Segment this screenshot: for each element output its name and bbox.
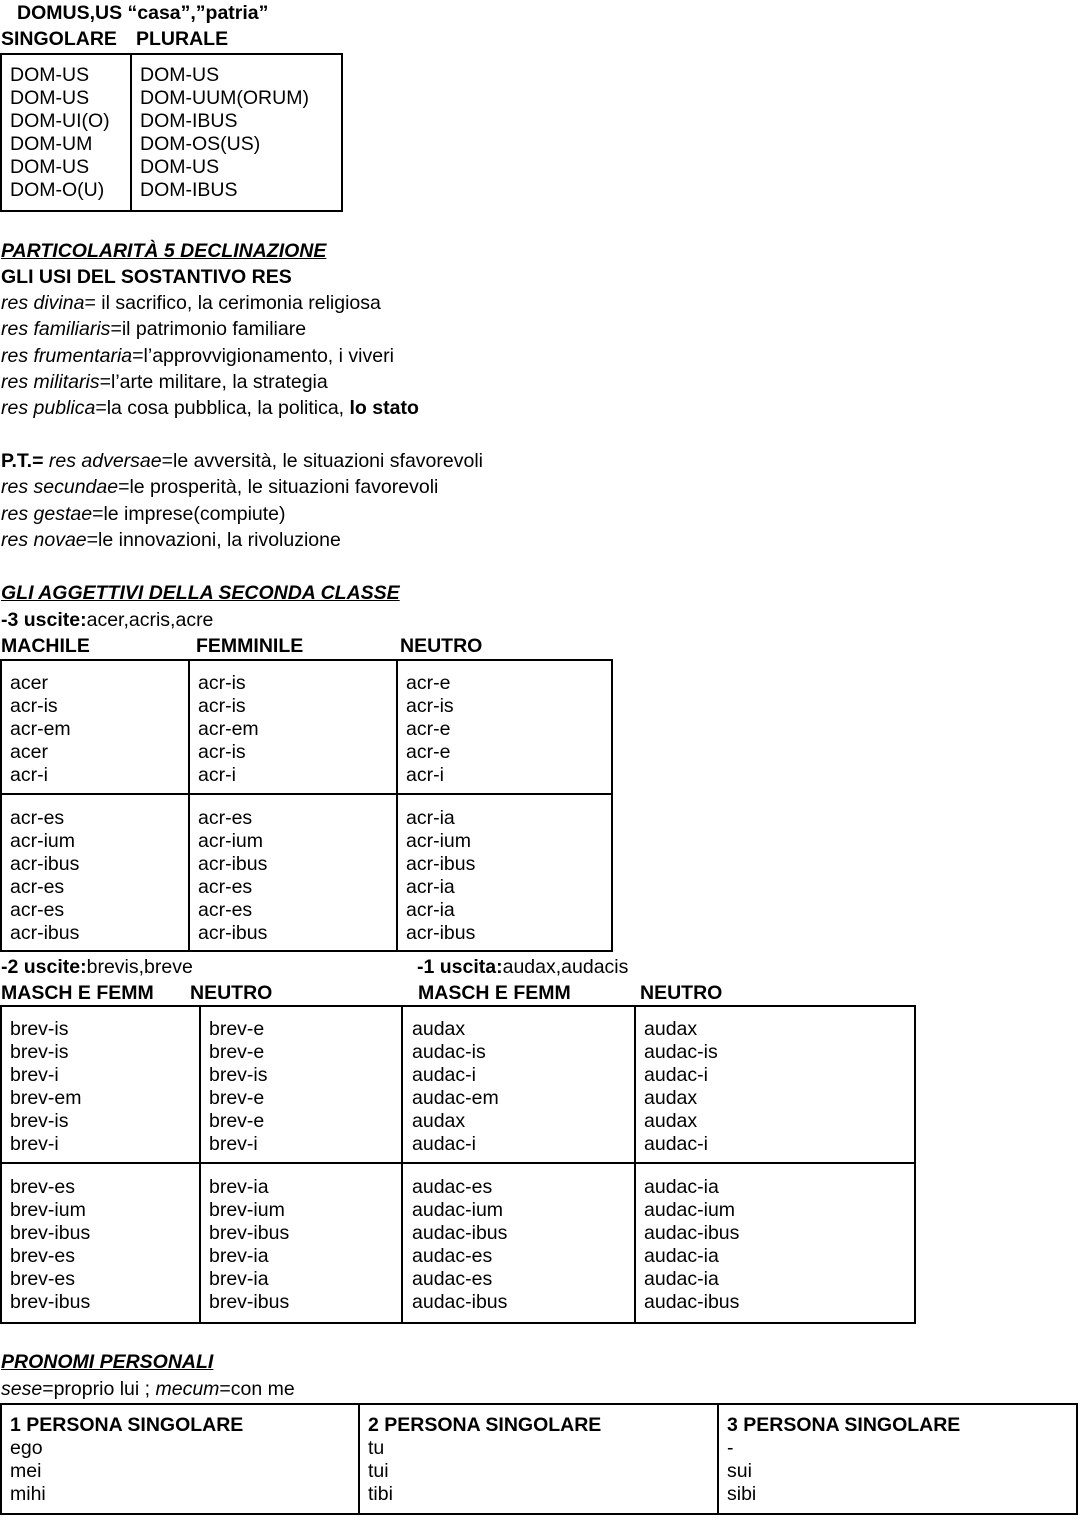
form: acr-ibus [198,922,268,944]
adj-three-plur-m [10,807,79,945]
adj-three-header-f: FEMMINILE [196,635,304,657]
domus-singular-form: DOM-UI(O) [10,110,110,132]
form: acr-ium [198,830,264,852]
domus-header-singular: SINGOLARE [1,28,117,50]
form: tui [368,1460,389,1482]
form: audac-ium [412,1199,504,1221]
adj-one-header-n: NEUTRO [640,982,723,1004]
form: brev-i [10,1133,59,1155]
res-plural-item: res secundae=le prosperità, le situazioni favorevoli [1,476,439,499]
form: acr-ia [406,876,455,898]
adj-two-plur-mf [10,1176,90,1314]
form: acr-es [198,807,253,829]
res-plural-item: res novae=le innovazioni, la rivoluzione [1,528,341,551]
form: acr-em [198,718,259,740]
form: brev-is [209,1064,268,1086]
adj-two-header-mf: MASCH E FEMM [1,982,154,1004]
pron-col-header: 1 PERSONA SINGOLARE [10,1414,244,1436]
form: audac-ibus [644,1291,740,1313]
res-use-item: res familiaris=il patrimonio familiare [1,318,307,341]
form: brev-is [10,1110,69,1132]
form: acr-ia [406,807,455,829]
form: acr-ibus [198,853,268,875]
form: audax [412,1110,466,1132]
form: audac-es [412,1245,493,1267]
adj-three-plur-f [198,807,267,945]
form: brev-ium [209,1199,285,1221]
pron-note: sese=proprio lui ; mecum=con me [1,1378,295,1400]
adj-one-plur-mf [412,1176,507,1314]
form: acr-is [198,695,246,717]
adj-three-header-m: MACHILE [1,635,90,657]
adj-three-sing-n [406,672,454,787]
form: brev-ibus [209,1291,290,1313]
form: acr-ium [10,830,76,852]
form: audac-es [412,1268,493,1290]
adj-three-label: -3 uscite:acer,acris,acre [1,609,214,631]
form: audac-i [644,1133,708,1155]
res-plural-item: P.T.= res adversae=le avversità, le situazioni sfavorevoli [1,450,483,472]
adj-one-header-mf: MASCH E FEMM [418,982,571,1004]
domus-plural-col [140,64,309,202]
form: acr-ium [406,830,472,852]
form: audac-ibus [412,1222,508,1244]
form: acr-es [198,899,253,921]
adj-three-sing-f [198,672,259,787]
res-heading: PARTICOLARITÀ 5 DECLINAZIONE [1,240,327,262]
domus-plural-form: DOM-IBUS [140,179,238,201]
form: acr-es [10,876,65,898]
adj-three-row-divider [0,793,613,795]
pron-col-3 [727,1414,960,1506]
form: acr-is [406,695,454,717]
form: brev-ium [10,1199,86,1221]
form: acr-em [10,718,71,740]
form: tu [368,1437,385,1459]
form: brev-e [209,1041,265,1063]
form: acr-i [10,764,48,786]
domus-plural-form: DOM-IBUS [140,110,238,132]
form: brev-es [10,1176,76,1198]
res-uses-list [1,290,419,421]
domus-singular-form: DOM-US [10,87,90,109]
res-plural-list [1,448,483,553]
adj-three-table [0,659,613,952]
domus-singular-form: DOM-UM [10,133,93,155]
form: sui [727,1460,752,1482]
domus-title: DOMUS,US “casa”,”patria” [17,2,269,24]
form: audac-i [412,1133,476,1155]
form: audax [644,1087,698,1109]
form: acr-i [406,764,444,786]
form: acr-ia [406,899,455,921]
res-subheading: GLI USI DEL SOSTANTIVO RES [1,266,292,288]
adj-heading: GLI AGGETTIVI DELLA SECONDA CLASSE [1,582,400,604]
form: audac-is [412,1041,486,1063]
form: acr-es [10,807,65,829]
adj-three-sing-m [10,672,71,787]
form: audac-ibus [412,1291,508,1313]
form: brev-e [209,1110,265,1132]
form: audac-is [644,1041,718,1063]
form: acr-is [10,695,58,717]
form: sibi [727,1483,757,1505]
form: acr-e [406,718,451,740]
form: acr-i [198,764,236,786]
domus-plural-form: DOM-US [140,156,220,178]
domus-plural-form: DOM-US [140,64,220,86]
res-use-item: res publica=la cosa pubblica, la politica, lo stato [1,397,419,420]
form: brev-es [10,1268,76,1290]
form: audac-ia [644,1268,719,1290]
form: audac-ium [644,1199,736,1221]
adj-two-plur-n [209,1176,289,1314]
form: acer [10,672,48,694]
pron-heading: PRONOMI PERSONALI [1,1351,214,1373]
res-use-item: res divina= il sacrifico, la cerimonia religiosa [1,292,381,314]
pron-col-1 [10,1414,243,1506]
adj-three-divider [188,659,190,952]
adj-table-row-divider [0,1162,916,1164]
form: tibi [368,1483,393,1505]
form: brev-ia [209,1245,269,1267]
form: acr-es [198,876,253,898]
domus-singular-col [10,64,110,202]
form: acr-is [198,741,246,763]
pron-col-header: 3 PERSONA SINGOLARE [727,1414,961,1436]
form: acr-ibus [10,853,80,875]
form: acr-e [406,672,451,694]
form: brev-is [10,1041,69,1063]
form: acr-ibus [406,922,476,944]
pron-table-divider [717,1403,719,1515]
form: audac-ibus [644,1222,740,1244]
form: audax [644,1110,698,1132]
form: brev-ia [209,1176,269,1198]
form: - [727,1437,734,1459]
pron-table-divider [358,1403,360,1515]
form: audac-ia [644,1245,719,1267]
form: audac-i [644,1064,708,1086]
form: brev-ibus [10,1291,91,1313]
adj-three-header-n: NEUTRO [400,635,483,657]
domus-header-plural: PLURALE [136,28,229,50]
form: acer [10,741,48,763]
form: brev-ia [209,1268,269,1290]
adj-two-sing-n [209,1018,268,1156]
adj-one-label: -1 uscita:audax,audacis [417,956,629,978]
form: acr-ibus [406,853,476,875]
adj-two-label: -2 uscite:brevis,breve [1,956,193,978]
form: brev-es [10,1245,76,1267]
form: brev-is [10,1018,69,1040]
form: acr-ibus [10,922,80,944]
form: brev-i [10,1064,59,1086]
res-use-item: res frumentaria=l’approvvigionamento, i viveri [1,344,394,367]
pron-col-header: 2 PERSONA SINGOLARE [368,1414,602,1436]
domus-singular-form: DOM-US [10,64,90,86]
form: brev-ibus [10,1222,91,1244]
adj-table-divider [401,1005,403,1324]
adj-table-divider [634,1005,636,1324]
form: audac-em [412,1087,499,1109]
form: brev-em [10,1087,82,1109]
domus-plural-form: DOM-UUM(ORUM) [140,87,309,109]
adj-two-header-n: NEUTRO [190,982,273,1004]
domus-singular-form: DOM-US [10,156,90,178]
adj-one-sing-mf [412,1018,499,1156]
form: mihi [10,1483,46,1505]
domus-singular-form: DOM-O(U) [10,179,105,201]
adj-three-divider [396,659,398,952]
pron-col-2 [368,1414,601,1506]
adj-three-plur-n [406,807,475,945]
form: audac-es [412,1176,493,1198]
form: brev-ibus [209,1222,290,1244]
form: audac-ia [644,1176,719,1198]
domus-table-divider [130,53,132,212]
adj-table-divider [199,1005,201,1324]
res-plural-item: res gestae=le imprese(compiute) [1,502,286,525]
form: mei [10,1460,42,1482]
form: brev-e [209,1087,265,1109]
form: acr-is [198,672,246,694]
form: acr-e [406,741,451,763]
form: audax [644,1018,698,1040]
adj-two-sing-mf [10,1018,82,1156]
adj-one-plur-n [644,1176,739,1314]
res-use-item: res militaris=l’arte militare, la strategia [1,370,328,393]
adj-one-sing-n [644,1018,718,1156]
form: brev-i [209,1133,258,1155]
form: acr-es [10,899,65,921]
domus-plural-form: DOM-OS(US) [140,133,261,155]
form: audax [412,1018,466,1040]
form: ego [10,1437,43,1459]
form: brev-e [209,1018,265,1040]
form: audac-i [412,1064,476,1086]
